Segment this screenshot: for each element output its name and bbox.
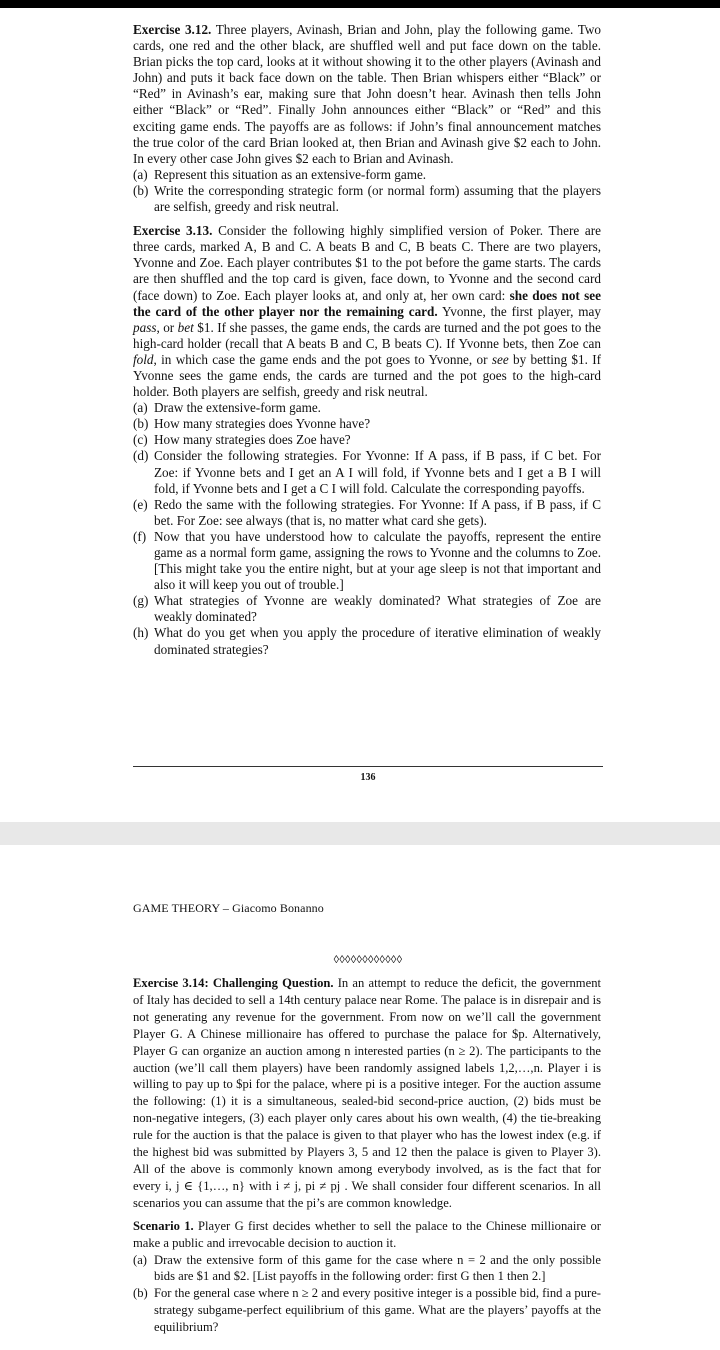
exercise-3-12-body: Three players, Avinash, Brian and John, play the following game. Two cards, one red and the other black, are shuffled well and put face down on the table. Brian picks the top card, looks at it without showing it to the other players (Avinash and John) and puts it back face down on the table. Then Brian whispers either “Black” or “Red” in Avinash’s ear, making sure that John doesn’t hear. Avinash then tells John either “Black” or “Red”. Finally John announces either “Black” or “Red” and this exciting game ends. The payoffs are as follows: if John’s final announcement matches the true color of the card Brian looked at, then Brian and Avinash give $2 each to John. In every other case John gives $2 each to Brian and Avinash. [133, 22, 601, 166]
page-137-content [133, 975, 601, 1336]
footer-rule [133, 766, 603, 767]
exercise-3-13-item-c: (c) How many strategies does Zoe have? [133, 432, 351, 448]
exercise-3-13-item-d: (d) Consider the following strategies. For Yvonne: If A pass, if B pass, if C bet. For Zoe: if Yvonne bets and I get an A I will fold, if Yvonne bets and I get a B I will fold, if Yvonne bets and I get a C I will fold. Calculate the corresponding payoffs. [133, 448, 601, 496]
exercise-3-13-item-e: (e) Redo the same with the following strategies. For Yvonne: If A pass, if B pass, if C bet. For Zoe: see always (that is, no matter what card she gets). [133, 496, 601, 528]
page-137 [0, 845, 720, 1350]
scenario-1-item-b: (b) For the general case where n ≥ 2 and every positive integer is a possible bid, find a pure-strategy subgame-perfect equilibrium of this game. What are the players’ payoffs at the equilibrium? [133, 1286, 601, 1335]
ornament-divider: ◊◊◊◊◊◊◊◊◊◊◊◊ [333, 954, 403, 966]
exercise-3-13-bold-note: she does not see the card of the other player nor the remaining card. [133, 287, 601, 319]
scenario-1-item-a: (a) Draw the extensive form of this game for the case where n = 2 and the only possible bids are $1 and $2. [List payoffs in the following order: first G then 1 then 2.] [133, 1252, 601, 1284]
running-header: GAME THEORY – Giacomo Bonanno [133, 901, 324, 915]
exercise-3-13-heading: Exercise 3.13. [133, 223, 213, 239]
exercise-3-12 [133, 22, 601, 167]
page-number: 136 [360, 772, 376, 783]
exercise-3-14-body: In an attempt to reduce the deficit, the government of Italy has decided to sell a 14th century palace near Rome. The palace is in disrepair and is not generating any revenue for the government. From now on we’ll call the government Player G. A Chinese millionaire has offered to purchase the palace for $p. Alternatively, Player G can organize an auction among n interested parties (n ≥ 2). The participants to the auction (we’ll call them players) have been randomly assigned labels 1,2,…,n. Player i is willing to pay up to $pi for the palace, where pi is a positive integer. For the auction assume the following: (1) it is a simultaneous, sealed-bid second-price auction, (2) bids must be non-negative integers, (3) each player only cares about his own wealth, (4) the tie-breaking rule for the auction is that the palace is given to that player who has the lowest index (e.g. if the highest bid was submitted by Players 3, 5 and 12 then the palace is given to Player 3). All of the above is commonly known among everybody involved, as is the fact that for every i, j ∈ {1,…, n} with i ≠ j, pi ≠ pj . We shall consider four different scenarios. In all scenarios you can assume that the pi’s are common knowledge. [133, 976, 601, 1210]
exercise-3-12-questions [133, 167, 601, 215]
exercise-3-12-heading: Exercise 3.12. [133, 22, 212, 37]
exercise-3-14-heading: Exercise 3.14: Challenging Question. [133, 976, 334, 990]
exercise-3-13-item-b: (b) How many strategies does Yvonne have? [133, 416, 371, 432]
exercise-3-12-item-a: (a) Represent this situation as an extensive-form game. [133, 166, 427, 182]
exercise-3-13-item-f: (f) Now that you have understood how to calculate the payoffs, represent the entire game as a normal form game, assigning the rows to Yvonne and the columns to Zoe. [This might take you the entire night, but at your age sleep is not that important and also it will keep you out of trouble.] [133, 528, 601, 593]
scenario-1-questions [133, 1252, 601, 1337]
exercise-3-13-questions [133, 400, 601, 658]
exercise-3-12-item-b: (b) Write the corresponding strategic form (or normal form) assuming that the players are selfish, greedy and risk neutral. [133, 182, 601, 215]
exercise-3-13: Exercise 3.13. Consider the following highly simplified version of Poker. There are three cards, marked A, B and C. A beats B and C, B beats C. There are two players, Yvonne and Zoe. Each player contributes $1 to the pot before the game starts. The cards are then shuffled and the top card is given, face down, to Yvonne and the second card (face down) to Zoe. Each player looks at, and only at, her own card: she does not see the card of the other player nor the remaining card. Yvonne, the first player, may pass, or bet $1. If she passes, the game ends, the cards are turned and the pot goes to the high-card holder (recall that A beats B and C, B beats C). If Yvonne bets, then Zoe can fold, in which case the game ends and the pot goes to Yvonne, or see by betting $1. If Yvonne sees the game ends, the cards are turned and the pot goes to the high-card holder. Both players are selfish, greedy and risk neutral. [133, 223, 601, 400]
exercise-3-13-item-g: (g) What strategies of Yvonne are weakly dominated? What strategies of Zoe are weakly dominated? [133, 593, 601, 625]
exercise-3-13-item-h: (h) What do you get when you apply the procedure of iterative elimination of weakly dominated strategies? [133, 625, 601, 657]
scenario-1-heading: Scenario 1. [133, 1218, 194, 1233]
scenario-1 [133, 1218, 601, 1252]
scenario-1-body: Player G first decides whether to sell the palace to the Chinese millionaire or make a public and irrevocable decision to auction it. [133, 1218, 601, 1250]
top-bar [0, 0, 720, 8]
exercise-3-14 [133, 975, 601, 1212]
page-136 [0, 8, 720, 822]
exercise-3-13-item-a: (a) Draw the extensive-form game. [133, 400, 321, 416]
page-136-content [133, 22, 601, 658]
